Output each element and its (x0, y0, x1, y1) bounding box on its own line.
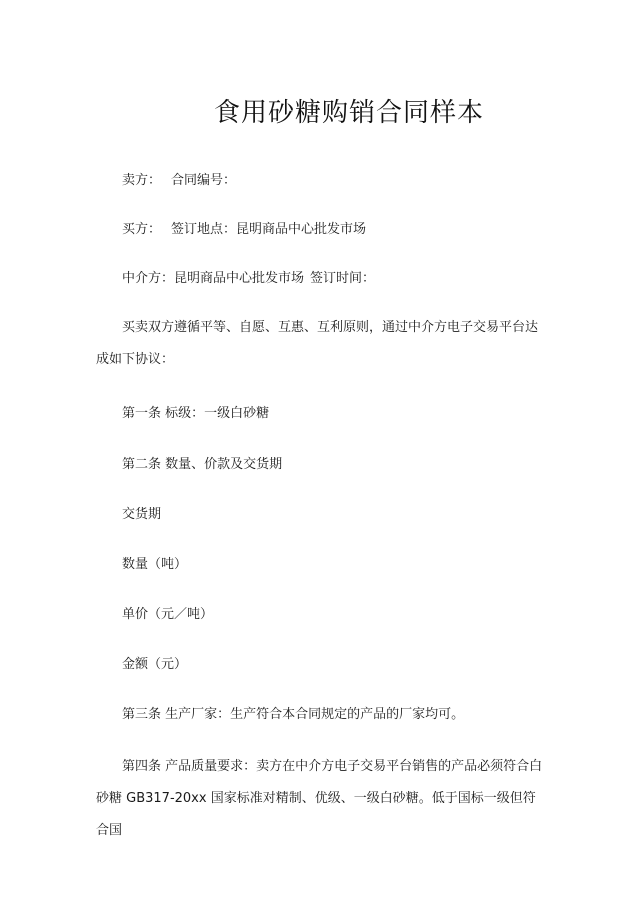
article-3: 第三条 生产厂家：生产符合本合同规定的产品的厂家均可。 (122, 707, 465, 722)
article-2: 第二条 数量、价款及交货期 (122, 457, 283, 472)
seller-label: 卖方： (122, 173, 162, 188)
delivery-period: 交货期 (122, 507, 162, 522)
intermediary-line (122, 270, 375, 288)
contract-no-label: 合同编号： (171, 173, 237, 188)
sign-place: 签订地点：昆明商品中心批发市场 (171, 222, 367, 237)
article-4-text: 第四条 产品质量要求：卖方在中介方电子交易平台销售的产品必须符合白砂糖 GB317-20xx 国家标准对精制、优级、一级白砂糖。低于国标一级但符合国 (96, 759, 543, 838)
intro-text: 买卖双方遵循平等、自愿、互惠、互利原则，通过中介方电子交易平台达成如下协议： (96, 320, 539, 367)
sign-time-label: 签订时间： (310, 271, 376, 286)
seller-line (122, 172, 236, 190)
buyer-label: 买方： (122, 222, 162, 237)
intro-paragraph (96, 312, 548, 376)
document-title: 食用砂糖购销合同样本 (213, 98, 484, 128)
article-4-paragraph (96, 751, 548, 847)
article-1: 第一条 标级：一级白砂糖 (122, 406, 270, 421)
unit-price-label: 单价（元／吨） (122, 607, 214, 622)
intermediary-label: 中介方：昆明商品中心批发市场 (122, 271, 305, 286)
quantity-label: 数量（吨） (122, 557, 188, 572)
buyer-line (122, 221, 366, 239)
amount-label: 金额（元） (122, 657, 188, 672)
